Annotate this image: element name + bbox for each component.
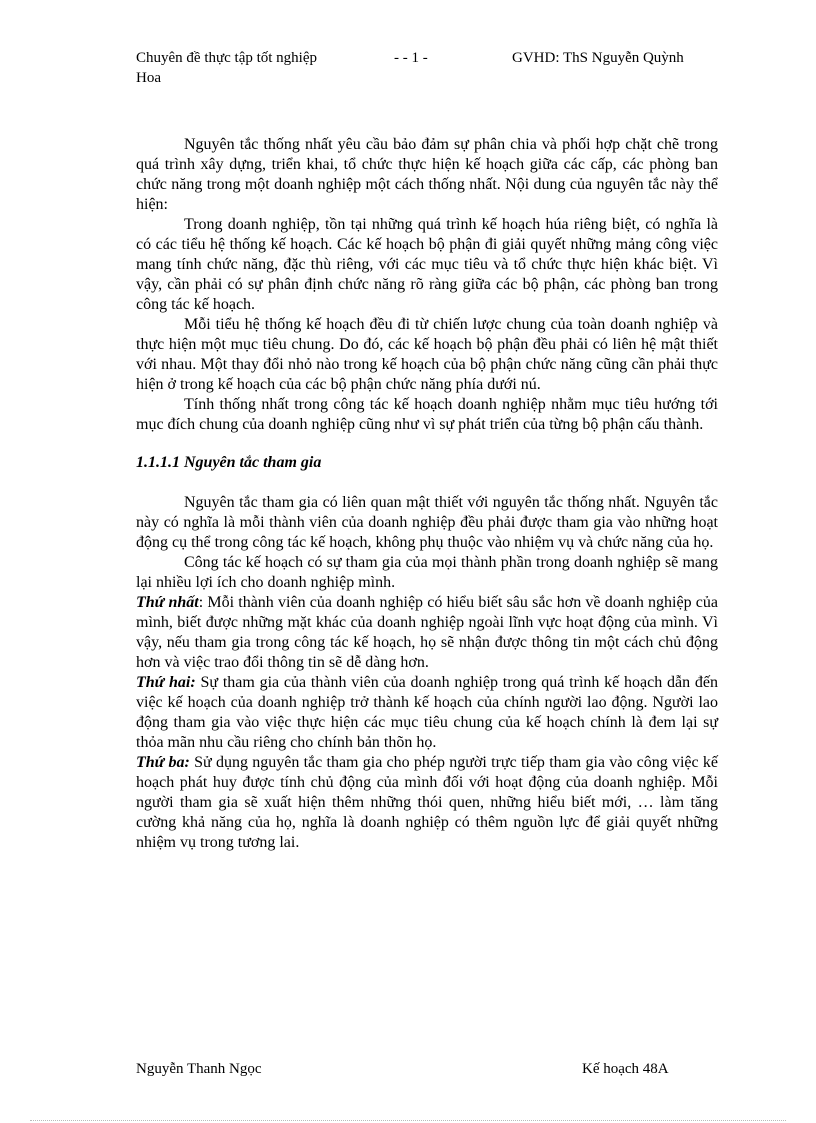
document-body [136, 135, 718, 853]
paragraph-text: : Mỗi thành viên của doanh nghiệp có hiểu biết sâu sắc hơn về doanh nghiệp của mình, biết được những mặt khác của doanh nghiệp ngoài lĩnh vực hoạt động của mình. Vì vậy, nếu tham gia trong công tác kế hoạch, họ sẽ nhận được thông tin một cách chủ động hơn và việc trao đổi thông tin sẽ dễ dàng hơn. [136, 594, 719, 671]
paragraph-lead: Thứ nhất [136, 594, 199, 611]
paragraph-lead: Thứ hai: [136, 674, 196, 691]
paragraph: Tính thống nhất trong công tác kế hoạch doanh nghiệp nhằm mục tiêu hướng tới mục đích chung của doanh nghiệp cũng như vì sự phát triển của từng bộ phận cấu thành. [136, 396, 718, 433]
footer-author: Nguyễn Thanh Ngọc [136, 1061, 262, 1077]
header-advisor-continued: Hoa [136, 70, 161, 86]
paragraph: Nguyên tắc thống nhất yêu cầu bảo đảm sự phân chia và phối hợp chặt chẽ trong quá trình xây dựng, triển khai, tổ chức thực hiện kế hoạch giữa các cấp, các phòng ban chức năng trong một doanh nghiệp một cách thống nhất. Nội dung của nguyên tắc này thể hiện: [136, 136, 718, 213]
section-heading: 1.1.1.1 Nguyên tắc tham gia [136, 454, 322, 471]
header-title: Chuyên đề thực tập tốt nghiệp [136, 50, 318, 66]
page-divider [30, 1120, 786, 1121]
paragraph: Mỗi tiểu hệ thống kế hoạch đều đi từ chiến lược chung của toàn doanh nghiệp và thực hiện một mục tiêu chung. Do đó, các kế hoạch bộ phận đều phải có liên hệ mật thiết với nhau. Một thay đổi nhỏ nào trong kế hoạch của bộ phận chức năng cũng cần phải thực hiện ở trong kế hoạch của các bộ phận chức năng phía dưới nú. [136, 316, 718, 393]
paragraph: Công tác kế hoạch có sự tham gia của mọi thành phần trong doanh nghiệp sẽ mang lại nhiều lợi ích cho doanh nghiệp mình. [136, 554, 718, 591]
paragraph-lead: Thứ ba: [136, 754, 190, 771]
paragraph-third-benefit [136, 753, 718, 853]
paragraph-text: Sự tham gia của thành viên của doanh nghiệp trong quá trình kế hoạch dẫn đến việc kế hoạch của doanh nghiệp trở thành kế hoạch của chính người lao động. Người lao động tham gia vào việc thực hiện các mục tiêu chung của kế hoạch chính là đem lại sự thỏa mãn nhu cầu riêng cho chính bản thõn họ. [136, 674, 719, 751]
footer-class: Kế hoạch 48A [582, 1061, 669, 1077]
header-advisor: GVHD: ThS Nguyễn Quỳnh [512, 50, 684, 66]
paragraph: Nguyên tắc tham gia có liên quan mật thiết với nguyên tắc thống nhất. Nguyên tắc này có nghĩa là mỗi thành viên của doanh nghiệp đều phải được tham gia vào những hoạt động cụ thể trong công tác kế hoạch, không phụ thuộc vào nhiệm vụ và chức năng của họ. [136, 494, 718, 551]
paragraph-first-benefit [136, 593, 718, 673]
paragraph: Trong doanh nghiệp, tồn tại những quá trình kế hoạch húa riêng biệt, có nghĩa là có các tiểu hệ thống kế hoạch. Các kế hoạch bộ phận đi giải quyết những mảng công việc mang tính chức năng, đặc thù riêng, với các mục tiêu và tổ chức thực hiện khác biệt. Vì vậy, cần phải có sự phân định chức năng rõ ràng giữa các bộ phận, các phòng ban trong công tác kế hoạch. [136, 216, 718, 313]
page-number: - - 1 - [394, 50, 428, 66]
paragraph-second-benefit [136, 673, 718, 753]
paragraph-text: Sử dụng nguyên tắc tham gia cho phép người trực tiếp tham gia vào công việc kế hoạch phát huy được tính chủ động của mình đối với hoạt động của doanh nghiệp. Mỗi người tham gia sẽ xuất hiện thêm những thói quen, những hiểu biết mới, … làm tăng cường khả năng của họ, nghĩa là doanh nghiệp có thêm nguồn lực để giải quyết những nhiệm vụ trong tương lai. [136, 754, 719, 851]
